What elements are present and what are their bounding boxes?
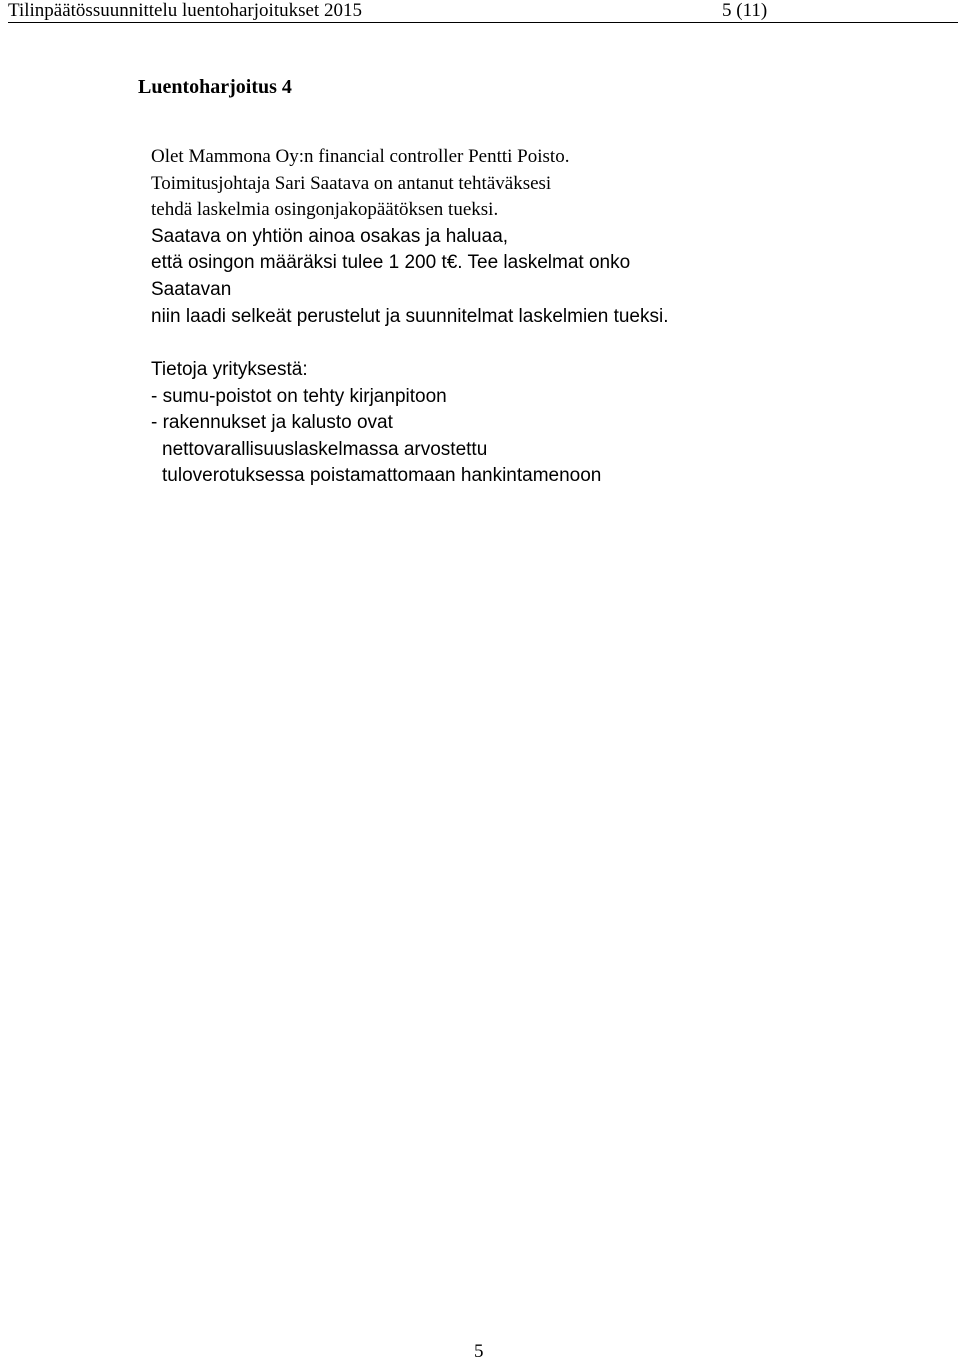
info-bullet: - sumu-poistot on tehty kirjanpitoon [151,385,447,407]
intro-line: Saatavan [151,278,232,300]
info-continuation: tuloverotuksessa poistamattomaan hankintamenoon [162,465,602,487]
exercise-title: Luentoharjoitus 4 [138,76,292,98]
exercise-description [151,144,669,330]
page-number: 5 [474,1341,484,1362]
company-info [151,357,601,490]
info-continuation: nettovarallisuuslaskelmassa arvostettu [162,438,488,460]
intro-line: Toimitusjohtaja Sari Saatava on antanut tehtäväksesi [151,172,552,194]
intro-line: tehdä laskelmia osingonjakopäätöksen tueksi. [151,199,499,221]
intro-line: Saatava on yhtiön ainoa osakas ja haluaa, [151,225,509,247]
page-reference: 5 (11) [722,0,768,21]
page-header [8,0,958,23]
intro-line: Olet Mammona Oy:n financial controller Pentti Poisto. [151,146,570,167]
document-title: Tilinpäätössuunnittelu luentoharjoitukset 2015 [8,0,362,21]
info-bullet: - rakennukset ja kalusto ovat [151,412,393,434]
company-info-heading: Tietoja yrityksestä: [151,359,308,380]
intro-line: niin laadi selkeät perustelut ja suunnitelmat laskelmien tueksi. [151,305,669,327]
intro-line: että osingon määräksi tulee 1 200 t€. Tee laskelmat onko [151,252,631,274]
